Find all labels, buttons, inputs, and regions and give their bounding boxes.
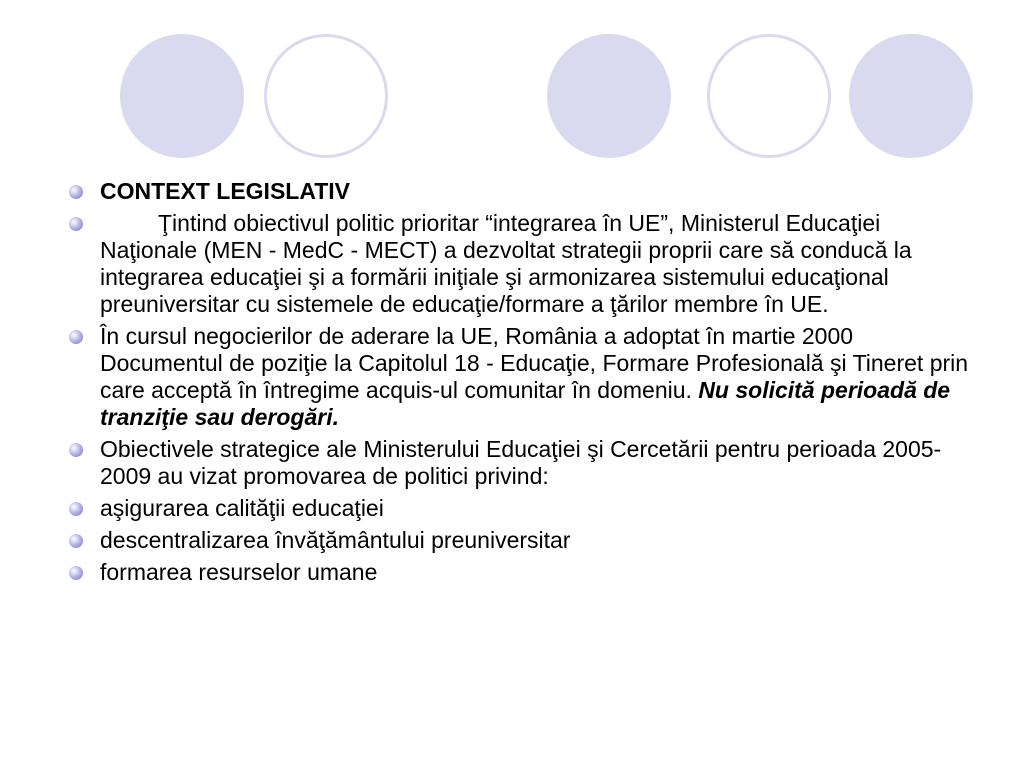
slide-bullet-list [100, 178, 970, 591]
circle-bullet-icon [69, 534, 83, 548]
circle-bullet-icon [69, 217, 83, 231]
circle-bullet-icon [69, 566, 83, 580]
slide-heading: CONTEXT LEGISLATIV [100, 178, 351, 204]
paragraph-2-text: În cursul negocierilor de aderare la UE, România a adoptat în martie 2000 Documentul de poziţie la Capitolul 18 - Educaţie, Formare Profesională şi Tineret prin care acceptă în întregime acquis-ul comunitar în domeniu. [100, 323, 969, 403]
paragraph-1-text: Ţintind obiectivul politic prioritar “integrarea în UE”, Ministerul Educaţiei Naţionale (MEN - MedC - MECT) a dezvoltat strategii proprii care să conducă la integrarea educaţiei şi a formării iniţiale şi armonizarea sistemului educaţional preuniversitar cu sistemele de educaţie/formare a ţărilor membre în UE. [100, 210, 912, 317]
decorative-circle-outline-2 [707, 34, 831, 158]
list-item-objective-3 [100, 559, 970, 586]
decorative-circle-filled-1 [120, 34, 244, 158]
decorative-circle-filled-3 [849, 34, 973, 158]
list-item-paragraph-1 [100, 210, 970, 318]
circle-bullet-icon [69, 502, 83, 516]
objective-3-text: formarea resurselor umane [100, 559, 378, 585]
paragraph-2-emphasis: Nu solicită perioadă de tranziţie sau derogări. [100, 377, 951, 430]
list-item-paragraph-2 [100, 323, 970, 431]
decorative-circle-outline-1 [264, 34, 388, 158]
list-item-paragraph-3 [100, 436, 970, 490]
objective-2-text: descentralizarea învăţământului preuniversitar [100, 527, 571, 553]
objective-1-text: aşigurarea calităţii educaţiei [100, 495, 384, 521]
list-item-heading [100, 178, 970, 205]
circle-bullet-icon [69, 185, 83, 199]
list-item-objective-1 [100, 495, 970, 522]
decorative-circle-filled-2 [547, 34, 671, 158]
circle-bullet-icon [69, 330, 83, 344]
paragraph-3-text: Obiectivele strategice ale Ministerului Educaţiei şi Cercetării pentru perioada 2005-2009 au vizat promovarea de politici privind: [100, 436, 942, 489]
circle-bullet-icon [69, 443, 83, 457]
list-item-objective-2 [100, 527, 970, 554]
